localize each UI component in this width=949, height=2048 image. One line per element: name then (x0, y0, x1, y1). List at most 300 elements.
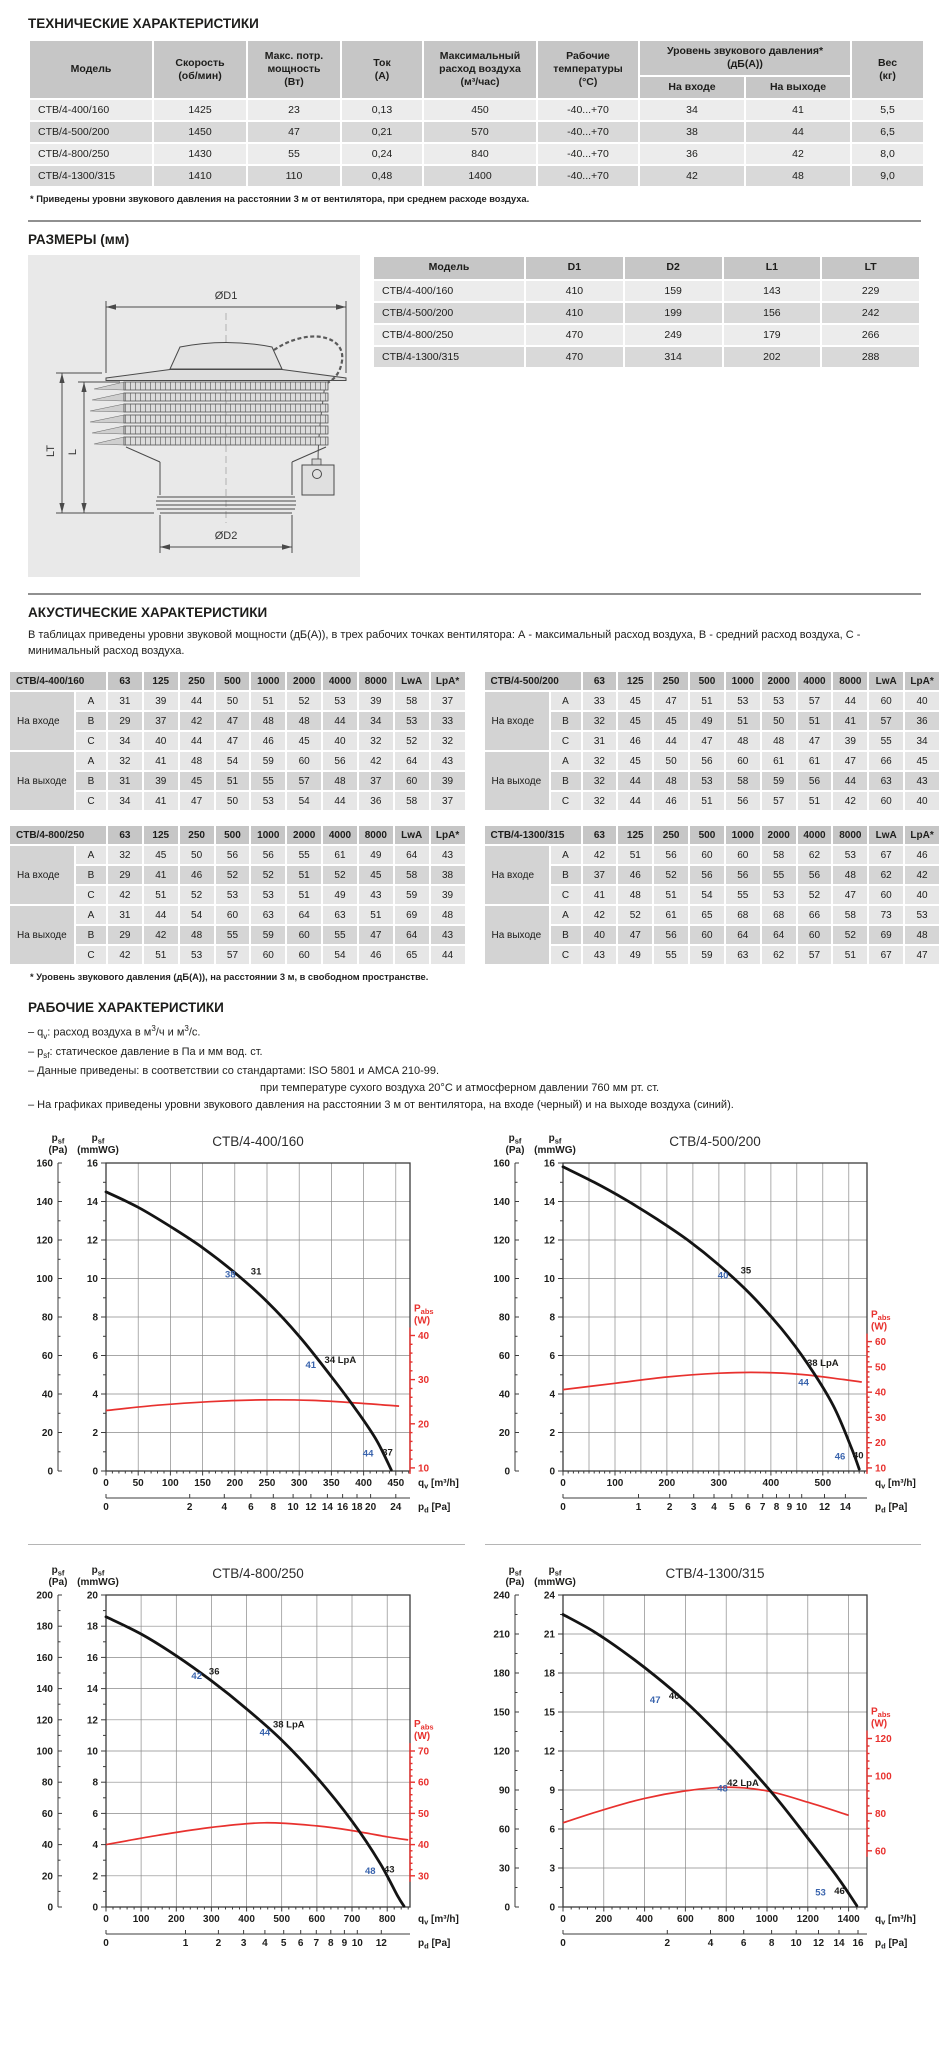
tech-cell: CTB/4-1300/315 (30, 166, 152, 186)
acoustic-cell: 58 (833, 906, 867, 924)
acoustic-cell: 45 (654, 712, 688, 730)
acoustic-row-group: На входе (10, 692, 74, 750)
svg-text:140: 140 (492, 1196, 510, 1208)
acoustic-freq-header: 1000 (726, 672, 760, 690)
acoustic-cell: 66 (869, 752, 903, 770)
acoustic-point: C (551, 732, 581, 750)
acoustic-cell: 63 (251, 906, 285, 924)
svg-text:psf: $p_{sf}$ (548, 1564, 561, 1577)
svg-text:6: 6 (740, 1937, 746, 1949)
acoustic-cell: 43 (905, 772, 939, 790)
acoustic-model: CTB/4-800/250 (10, 826, 106, 844)
svg-text:0: 0 (103, 1477, 109, 1489)
svg-text:50: 50 (132, 1477, 144, 1489)
svg-text:12: 12 (818, 1501, 830, 1513)
table-row (10, 926, 465, 944)
acoustic-cell: 52 (833, 926, 867, 944)
svg-text:6: 6 (744, 1501, 751, 1513)
svg-text:1: 1 (182, 1937, 189, 1949)
dims-col-header: L1 (724, 257, 821, 278)
svg-text:16: 16 (337, 1501, 349, 1513)
section-divider (28, 593, 921, 595)
svg-text:CTB/4-500/200: CTB/4-500/200 (668, 1133, 761, 1149)
svg-text:qv [m³/h]: $q_v$ [m³/h] (874, 1913, 916, 1926)
svg-text:80: 80 (874, 1808, 886, 1820)
svg-text:0: 0 (103, 1913, 109, 1925)
acoustic-cell: 59 (251, 926, 285, 944)
svg-text:4: 4 (221, 1501, 228, 1513)
acoustic-cell: 53 (762, 886, 796, 904)
table-row (30, 144, 923, 164)
svg-text:160: 160 (36, 1158, 53, 1170)
svg-text:400: 400 (762, 1477, 779, 1489)
dims-table (372, 255, 921, 368)
acoustic-freq-header: LpA* (905, 826, 939, 844)
tech-cell: 42 (640, 166, 744, 186)
svg-text:100: 100 (36, 1273, 53, 1285)
l-dimension (78, 382, 120, 513)
acoustic-point: C (551, 946, 581, 964)
svg-text:CTB/4-800/250: CTB/4-800/250 (212, 1565, 304, 1581)
acoustic-cell: 54 (323, 946, 357, 964)
table-row (485, 672, 940, 690)
sound-level-label: 47 (649, 1694, 660, 1706)
svg-text:30: 30 (418, 1870, 430, 1882)
l-label: L (67, 449, 79, 456)
acoustic-cell: 42 (108, 946, 142, 964)
svg-text:120: 120 (492, 1746, 510, 1758)
tech-cell: CTB/4-500/200 (30, 122, 152, 142)
table-row (485, 886, 940, 904)
svg-text:150: 150 (194, 1477, 211, 1489)
working-note: – $p_{sf}$: статическое давление в Па и мм вод. ст. (28, 1045, 263, 1060)
acoustic-cell: 47 (690, 732, 724, 750)
svg-text:700: 700 (343, 1913, 361, 1925)
acoustic-cell: 48 (251, 712, 285, 730)
acoustic-cell: 60 (251, 946, 285, 964)
tech-cell: CTB/4-800/250 (30, 144, 152, 164)
acoustic-table (483, 670, 942, 812)
acoustic-point: B (76, 866, 106, 884)
svg-text:60: 60 (418, 1777, 430, 1789)
acoustic-cell: 51 (216, 772, 250, 790)
acoustic-cell: 43 (359, 886, 393, 904)
svg-text:6: 6 (548, 1350, 555, 1362)
acoustic-freq-header: 125 (618, 826, 652, 844)
acoustic-cell: 51 (690, 792, 724, 810)
acoustic-cell: 32 (359, 732, 393, 750)
acoustic-cell: 53 (762, 692, 796, 710)
tech-footnote: * Приведены уровни звукового давления на расстоянии 3 м от вентилятора, при среднем расходе воздуха. (30, 194, 530, 205)
tech-col-header: Рабочие температуры (°С) (538, 41, 638, 98)
acoustic-cell: 45 (144, 846, 178, 864)
acoustic-point: A (76, 846, 106, 864)
tech-table (28, 39, 925, 188)
svg-text:140: 140 (36, 1683, 53, 1695)
acoustic-freq-header: 2000 (287, 826, 321, 844)
svg-text:10: 10 (790, 1937, 802, 1949)
acoustic-cell: 47 (654, 692, 688, 710)
chart-container (485, 1544, 922, 1968)
acoustic-cell: 34 (108, 792, 142, 810)
charts-grid (28, 1125, 921, 1968)
svg-text:0: 0 (559, 1913, 566, 1925)
pressure-curve (563, 1614, 857, 1905)
svg-text:9: 9 (786, 1501, 792, 1513)
acoustic-point: A (76, 692, 106, 710)
acoustic-cell: 44 (431, 946, 465, 964)
tech-col-header: Скорость (об/мин) (154, 41, 246, 98)
acoustic-model: CTB/4-400/160 (10, 672, 106, 690)
acoustic-cell: 42 (108, 886, 142, 904)
svg-text:6: 6 (92, 1808, 98, 1820)
tech-cell: 570 (424, 122, 536, 142)
svg-text:100: 100 (492, 1273, 510, 1285)
acoustic-cell: 67 (869, 946, 903, 964)
svg-text:24: 24 (390, 1501, 402, 1513)
dims-cell: 159 (625, 281, 722, 301)
svg-text:0: 0 (559, 1937, 566, 1949)
tech-cell: 1450 (154, 122, 246, 142)
table-row (485, 926, 940, 944)
acoustic-cell: 50 (654, 752, 688, 770)
louver-slats (90, 382, 328, 445)
svg-text:(W): (W) (414, 1730, 431, 1742)
svg-text:15: 15 (543, 1707, 555, 1719)
acoustic-cell: 47 (798, 732, 832, 750)
svg-text:(mmWG): (mmWG) (77, 1144, 119, 1156)
acoustic-cell: 51 (690, 692, 724, 710)
svg-text:20: 20 (41, 1427, 53, 1439)
sound-level-label: 46 (834, 1451, 845, 1463)
acoustic-freq-header: LwA (395, 826, 429, 844)
svg-text:14: 14 (86, 1196, 98, 1208)
table-row (30, 100, 923, 120)
acoustic-cell: 68 (726, 906, 760, 924)
svg-text:90: 90 (498, 1785, 510, 1797)
tech-cell: 55 (248, 144, 340, 164)
acoustic-cell: 53 (180, 946, 214, 964)
acoustic-cell: 60 (869, 692, 903, 710)
sound-level-label: 44 (259, 1727, 271, 1739)
svg-text:300: 300 (290, 1477, 308, 1489)
tech-cell: 23 (248, 100, 340, 120)
svg-text:10: 10 (543, 1273, 555, 1285)
sound-level-label: 41 (305, 1359, 317, 1371)
acoustic-freq-header: LpA* (431, 672, 465, 690)
cap-plate (106, 370, 346, 381)
dims-cell: 470 (526, 325, 623, 345)
sound-level-label: 46 (833, 1885, 845, 1897)
svg-text:10: 10 (86, 1273, 98, 1285)
acoustic-cell: 48 (431, 906, 465, 924)
acoustic-freq-header: 4000 (323, 826, 357, 844)
acoustic-cell: 60 (287, 946, 321, 964)
tech-cell: 34 (640, 100, 744, 120)
svg-text:500: 500 (813, 1477, 831, 1489)
acoustic-cell: 32 (108, 846, 142, 864)
svg-text:psf: $p_{sf}$ (51, 1564, 65, 1577)
acoustic-cell: 56 (251, 846, 285, 864)
svg-text:60: 60 (498, 1350, 510, 1362)
tech-cell: 6,5 (852, 122, 923, 142)
table-row (485, 946, 940, 964)
acoustic-cell: 46 (618, 866, 652, 884)
arrowhead (59, 503, 64, 513)
acoustic-cell: 62 (869, 866, 903, 884)
svg-text:12: 12 (375, 1937, 387, 1949)
acoustic-model: CTB/4-1300/315 (485, 826, 581, 844)
svg-text:800: 800 (717, 1913, 735, 1925)
acoustic-cell: 69 (395, 906, 429, 924)
svg-text:40: 40 (41, 1389, 53, 1401)
table-row (10, 732, 465, 750)
working-notes (28, 1023, 921, 1114)
acoustic-cell: 42 (583, 846, 617, 864)
dims-cell: 314 (625, 347, 722, 367)
acoustic-cell: 57 (287, 772, 321, 790)
svg-text:10: 10 (418, 1463, 430, 1475)
acoustic-row-group: На выходе (10, 906, 74, 964)
acoustic-cell: 56 (216, 846, 250, 864)
svg-text:0: 0 (92, 1902, 98, 1914)
acoustic-cell: 47 (618, 926, 652, 944)
dims-col-header: D2 (625, 257, 722, 278)
acoustic-cell: 37 (144, 712, 178, 730)
acoustic-cell: 40 (583, 926, 617, 944)
acoustic-cell: 55 (251, 772, 285, 790)
acoustic-cell: 44 (323, 792, 357, 810)
svg-text:12: 12 (543, 1746, 555, 1758)
acoustic-cell: 57 (798, 946, 832, 964)
svg-text:16: 16 (86, 1158, 98, 1170)
arrowhead (106, 305, 116, 310)
acoustic-cell: 56 (798, 866, 832, 884)
svg-text:180: 180 (36, 1621, 53, 1633)
acoustic-cell: 34 (108, 732, 142, 750)
svg-text:30: 30 (418, 1374, 430, 1386)
acoustic-cell: 46 (251, 732, 285, 750)
table-row (30, 122, 923, 142)
sound-level-label: 37 (382, 1447, 393, 1459)
acoustic-cell: 65 (690, 906, 724, 924)
acoustic-cell: 58 (762, 846, 796, 864)
acoustic-table (8, 670, 467, 812)
acoustic-cell: 42 (180, 712, 214, 730)
acoustic-freq-header: 125 (618, 672, 652, 690)
svg-text:0: 0 (103, 1937, 109, 1949)
acoustic-freq-header: 125 (144, 826, 178, 844)
tech-col-header: Макс. потр. мощность (Вт) (248, 41, 340, 98)
acoustic-point: A (551, 846, 581, 864)
acoustic-intro: В таблицах приведены уровни звуковой мощности (дБ(А)), в трех рабочих точках вентилятора: А - максимальный расход воздуха, В - средний расход воздуха, С - минимальный расход воздуха. (28, 629, 861, 658)
svg-text:2: 2 (186, 1501, 193, 1513)
acoustic-cell: 41 (144, 752, 178, 770)
acoustic-cell: 45 (905, 752, 939, 770)
acoustic-cell: 47 (216, 732, 250, 750)
acoustic-cell: 60 (287, 752, 321, 770)
acoustic-cell: 55 (287, 846, 321, 864)
acoustic-cell: 31 (108, 692, 142, 710)
svg-text:2: 2 (92, 1427, 98, 1439)
pabs-curve (106, 1822, 408, 1844)
acoustic-cell: 50 (216, 792, 250, 810)
acoustic-freq-header: 250 (180, 826, 214, 844)
acoustic-cell: 62 (798, 846, 832, 864)
svg-text:210: 210 (492, 1629, 510, 1641)
acoustic-cell: 60 (869, 886, 903, 904)
tech-cell: 0,21 (342, 122, 422, 142)
acoustic-cell: 59 (251, 752, 285, 770)
acoustic-tables-grid (8, 670, 941, 966)
svg-text:1000: 1000 (755, 1913, 778, 1925)
tech-cell: 36 (640, 144, 744, 164)
acoustic-cell: 59 (395, 886, 429, 904)
acoustic-cell: 43 (431, 752, 465, 770)
svg-text:14: 14 (832, 1937, 845, 1949)
acoustic-cell: 60 (395, 772, 429, 790)
acoustic-cell: 60 (216, 906, 250, 924)
fan-cap (170, 343, 282, 370)
svg-text:120: 120 (36, 1714, 53, 1726)
acoustic-cell: 49 (690, 712, 724, 730)
chart-container (28, 1125, 465, 1532)
acoustic-cell: 39 (359, 692, 393, 710)
acoustic-cell: 64 (395, 926, 429, 944)
sound-level-label: 40 (717, 1270, 728, 1282)
acoustic-cell: 51 (287, 886, 321, 904)
svg-text:6: 6 (297, 1937, 304, 1949)
acoustic-row-group: На входе (485, 692, 549, 750)
acoustic-cell: 46 (359, 946, 393, 964)
acoustic-cell: 46 (654, 792, 688, 810)
svg-text:450: 450 (387, 1477, 405, 1489)
acoustic-cell: 29 (108, 926, 142, 944)
acoustic-point: C (76, 792, 106, 810)
acoustic-cell: 52 (395, 732, 429, 750)
svg-text:3: 3 (240, 1937, 247, 1949)
acoustic-cell: 41 (144, 792, 178, 810)
acoustic-cell: 63 (323, 906, 357, 924)
acoustic-cell: 33 (431, 712, 465, 730)
acoustic-cell: 48 (726, 732, 760, 750)
acoustic-cell: 50 (216, 692, 250, 710)
acoustic-cell: 52 (323, 866, 357, 884)
acoustic-cell: 31 (108, 772, 142, 790)
sound-level-label: 48 (365, 1865, 376, 1877)
arrowhead (81, 382, 86, 392)
tech-cell: 450 (424, 100, 536, 120)
acoustic-cell: 43 (431, 926, 465, 944)
acoustic-footnote: * Уровень звукового давления (дБ(А)), на расстоянии 3 м, в свободном пространстве. (30, 972, 429, 983)
acoustic-cell: 32 (108, 752, 142, 770)
acoustic-cell: 43 (583, 946, 617, 964)
acoustic-cell: 56 (654, 846, 688, 864)
svg-text:24: 24 (543, 1590, 555, 1602)
acoustic-cell: 73 (869, 906, 903, 924)
acoustic-point: A (76, 906, 106, 924)
sound-level-label: 44 (362, 1448, 374, 1460)
svg-text:pd [Pa]: $p_d$ [Pa] (418, 1501, 451, 1514)
svg-text:(mmWG): (mmWG) (77, 1576, 119, 1588)
svg-text:14: 14 (543, 1196, 555, 1208)
tech-cell: -40...+70 (538, 100, 638, 120)
acoustic-freq-header: 4000 (798, 672, 832, 690)
acoustic-freq-header: 250 (180, 672, 214, 690)
acoustic-point: C (551, 886, 581, 904)
acoustic-cell: 51 (144, 946, 178, 964)
svg-text:pd [Pa]: $p_d$ [Pa] (418, 1937, 451, 1950)
acoustic-cell: 61 (762, 752, 796, 770)
acoustic-point: B (76, 772, 106, 790)
svg-text:qv [m³/h]: $q_v$ [m³/h] (874, 1477, 916, 1490)
acoustic-cell: 56 (654, 926, 688, 944)
acoustic-cell: 51 (251, 692, 285, 710)
svg-text:(Pa): (Pa) (48, 1576, 68, 1588)
table-row (10, 886, 465, 904)
svg-text:(mmWG): (mmWG) (533, 1144, 576, 1156)
svg-text:8: 8 (270, 1501, 277, 1513)
acoustic-cell: 42 (359, 752, 393, 770)
acoustic-cell: 34 (905, 732, 939, 750)
svg-text:100: 100 (874, 1771, 892, 1783)
svg-text:8: 8 (773, 1501, 779, 1513)
acoustic-cell: 69 (869, 926, 903, 944)
acoustic-cell: 51 (726, 712, 760, 730)
acoustic-cell: 44 (323, 712, 357, 730)
table-row (10, 906, 465, 924)
tech-cell: 1430 (154, 144, 246, 164)
acoustic-cell: 43 (431, 846, 465, 864)
svg-text:9: 9 (341, 1937, 348, 1949)
table-row (10, 772, 465, 790)
tech-sound-subheader: На выходе (746, 77, 850, 98)
pressure-curve (106, 1192, 391, 1470)
tech-cell: 110 (248, 166, 340, 186)
acoustic-cell: 40 (905, 792, 939, 810)
svg-text:80: 80 (41, 1312, 53, 1324)
acoustic-cell: 48 (180, 752, 214, 770)
svg-text:4: 4 (548, 1389, 555, 1401)
svg-text:8: 8 (548, 1312, 555, 1324)
table-row (485, 846, 940, 864)
svg-text:0: 0 (47, 1902, 53, 1914)
svg-text:200: 200 (658, 1477, 675, 1489)
table-row (10, 752, 465, 770)
acoustic-freq-header: LwA (869, 826, 903, 844)
acoustic-cell: 39 (431, 886, 465, 904)
svg-text:400: 400 (238, 1913, 255, 1925)
table-row (10, 792, 465, 810)
dims-cell: CTB/4-800/250 (374, 325, 524, 345)
svg-text:8: 8 (92, 1312, 98, 1324)
svg-text:0: 0 (47, 1466, 53, 1478)
svg-text:180: 180 (492, 1668, 510, 1680)
svg-text:140: 140 (36, 1196, 53, 1208)
table-row (10, 672, 465, 690)
svg-text:10: 10 (795, 1501, 807, 1513)
acoustic-cell: 64 (762, 926, 796, 944)
acoustic-freq-header: 63 (583, 826, 617, 844)
tech-cell: -40...+70 (538, 122, 638, 142)
svg-text:7: 7 (313, 1937, 320, 1949)
sound-level-label: 38 LpA (806, 1357, 839, 1369)
acoustic-cell: 39 (431, 772, 465, 790)
acoustic-cell: 58 (395, 792, 429, 810)
chart-CTB/4-1300/315 (485, 1561, 921, 1953)
tech-cell: 44 (746, 122, 850, 142)
acoustic-point: A (551, 906, 581, 924)
